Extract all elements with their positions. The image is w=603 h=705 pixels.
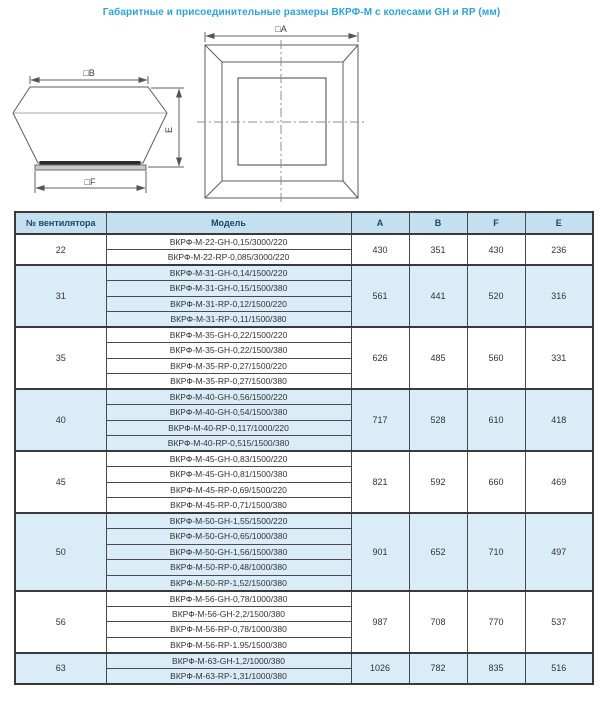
fan-number-cell: 50 — [15, 513, 106, 591]
dim-e-cell: 316 — [525, 265, 593, 327]
dim-f-cell: 560 — [467, 327, 525, 389]
model-cell: ВКРФ-М-45-RP-0,71/1500/380 — [106, 498, 351, 514]
model-cell: ВКРФ-М-63-GH-1,2/1000/380 — [106, 653, 351, 669]
dim-a-cell: 901 — [351, 513, 409, 591]
fan-side-view-drawing — [13, 76, 184, 193]
model-cell: ВКРФ-М-63-RP-1,31/1000/380 — [106, 668, 351, 684]
dimension-drawings — [0, 24, 603, 208]
model-cell: ВКРФ-М-31-GH-0,14/1500/220 — [106, 265, 351, 281]
dim-f-cell: 520 — [467, 265, 525, 327]
table-row — [15, 234, 593, 250]
dim-label-b: □B — [83, 68, 95, 78]
header-dim-a: A — [351, 212, 409, 234]
fan-number-cell: 35 — [15, 327, 106, 389]
model-cell: ВКРФ-М-40-GH-0,54/1500/380 — [106, 405, 351, 421]
dim-b-cell: 528 — [409, 389, 467, 451]
model-cell: ВКРФ-М-22-GH-0,15/3000/220 — [106, 234, 351, 250]
dim-f-cell: 430 — [467, 234, 525, 265]
header-fan-no: № вентилятора — [15, 212, 106, 234]
table-row — [15, 327, 593, 343]
dim-f-cell: 610 — [467, 389, 525, 451]
dim-e-cell: 516 — [525, 653, 593, 684]
header-model: Модель — [106, 212, 351, 234]
dim-a-cell: 626 — [351, 327, 409, 389]
dim-b-cell: 485 — [409, 327, 467, 389]
table-header-row — [15, 212, 593, 234]
model-cell: ВКРФ-М-31-RP-0,11/1500/380 — [106, 312, 351, 328]
header-dim-f: F — [467, 212, 525, 234]
fan-number-cell: 63 — [15, 653, 106, 684]
table-row — [15, 451, 593, 467]
dim-e-cell: 331 — [525, 327, 593, 389]
model-cell: ВКРФ-М-56-RP-0,78/1000/380 — [106, 622, 351, 638]
dim-f-cell: 770 — [467, 591, 525, 653]
model-cell: ВКРФ-М-56-GH-0,78/1000/380 — [106, 591, 351, 607]
header-dim-e: E — [525, 212, 593, 234]
dim-b-cell: 708 — [409, 591, 467, 653]
dim-f-cell: 710 — [467, 513, 525, 591]
model-cell: ВКРФ-М-50-RP-1,52/1500/380 — [106, 575, 351, 591]
fan-dimensions-table — [14, 211, 594, 685]
fan-top-view-drawing — [197, 32, 366, 205]
model-cell: ВКРФ-М-35-GH-0,22/1500/220 — [106, 327, 351, 343]
header-dim-b: B — [409, 212, 467, 234]
dim-a-cell: 717 — [351, 389, 409, 451]
dim-b-cell: 782 — [409, 653, 467, 684]
table-row — [15, 513, 593, 529]
fan-number-cell: 22 — [15, 234, 106, 265]
dim-b-cell: 351 — [409, 234, 467, 265]
table-row — [15, 389, 593, 405]
model-cell: ВКРФ-М-31-RP-0,12/1500/220 — [106, 296, 351, 312]
model-cell: ВКРФ-М-35-GH-0,22/1500/380 — [106, 343, 351, 359]
dim-a-cell: 430 — [351, 234, 409, 265]
model-cell: ВКРФ-М-35-RP-0,27/1500/220 — [106, 358, 351, 374]
dim-e-cell: 236 — [525, 234, 593, 265]
fan-table-body — [15, 234, 593, 684]
model-cell: ВКРФ-М-22-RP-0,085/3000/220 — [106, 250, 351, 266]
model-cell: ВКРФ-М-35-RP-0,27/1500/380 — [106, 374, 351, 390]
model-cell: ВКРФ-М-40-GH-0,56/1500/220 — [106, 389, 351, 405]
dim-f-cell: 835 — [467, 653, 525, 684]
fan-number-cell: 31 — [15, 265, 106, 327]
dim-label-f: □F — [84, 177, 96, 187]
model-cell: ВКРФ-М-50-GH-1,55/1500/220 — [106, 513, 351, 529]
dim-b-cell: 652 — [409, 513, 467, 591]
dim-e-cell: 418 — [525, 389, 593, 451]
fan-number-cell: 40 — [15, 389, 106, 451]
dim-a-cell: 561 — [351, 265, 409, 327]
model-cell: ВКРФ-М-50-GH-1,56/1500/380 — [106, 544, 351, 560]
dim-a-cell: 1026 — [351, 653, 409, 684]
fan-number-cell: 56 — [15, 591, 106, 653]
model-cell: ВКРФ-М-45-RP-0,69/1500/220 — [106, 482, 351, 498]
page-title: Габаритные и присоединительные размеры ВКРФ-М с колесами GH и RP (мм) — [102, 7, 501, 18]
dim-a-cell: 987 — [351, 591, 409, 653]
table-row — [15, 265, 593, 281]
dim-b-cell: 592 — [409, 451, 467, 513]
dim-f-cell: 660 — [467, 451, 525, 513]
model-cell: ВКРФ-М-56-RP-1.95/1500/380 — [106, 637, 351, 653]
model-cell: ВКРФ-М-50-GH-0,65/1000/380 — [106, 529, 351, 545]
table-row — [15, 591, 593, 607]
dim-b-cell: 441 — [409, 265, 467, 327]
model-cell: ВКРФ-М-31-GH-0,15/1500/380 — [106, 281, 351, 297]
dim-e-cell: 497 — [525, 513, 593, 591]
dim-label-a: □A — [275, 24, 287, 34]
model-cell: ВКРФ-М-56-GH-2,2/1500/380 — [106, 606, 351, 622]
model-cell: ВКРФ-М-40-RP-0,515/1500/380 — [106, 436, 351, 452]
dim-e-cell: 537 — [525, 591, 593, 653]
dim-e-cell: 469 — [525, 451, 593, 513]
model-cell: ВКРФ-М-45-GH-0,83/1500/220 — [106, 451, 351, 467]
table-row — [15, 653, 593, 669]
model-cell: ВКРФ-М-50-RP-0,48/1000/380 — [106, 560, 351, 576]
model-cell: ВКРФ-М-45-GH-0,81/1500/380 — [106, 467, 351, 483]
model-cell: ВКРФ-М-40-RP-0,117/1000/220 — [106, 420, 351, 436]
fan-number-cell: 45 — [15, 451, 106, 513]
dim-label-e: E — [164, 126, 174, 134]
dim-a-cell: 821 — [351, 451, 409, 513]
